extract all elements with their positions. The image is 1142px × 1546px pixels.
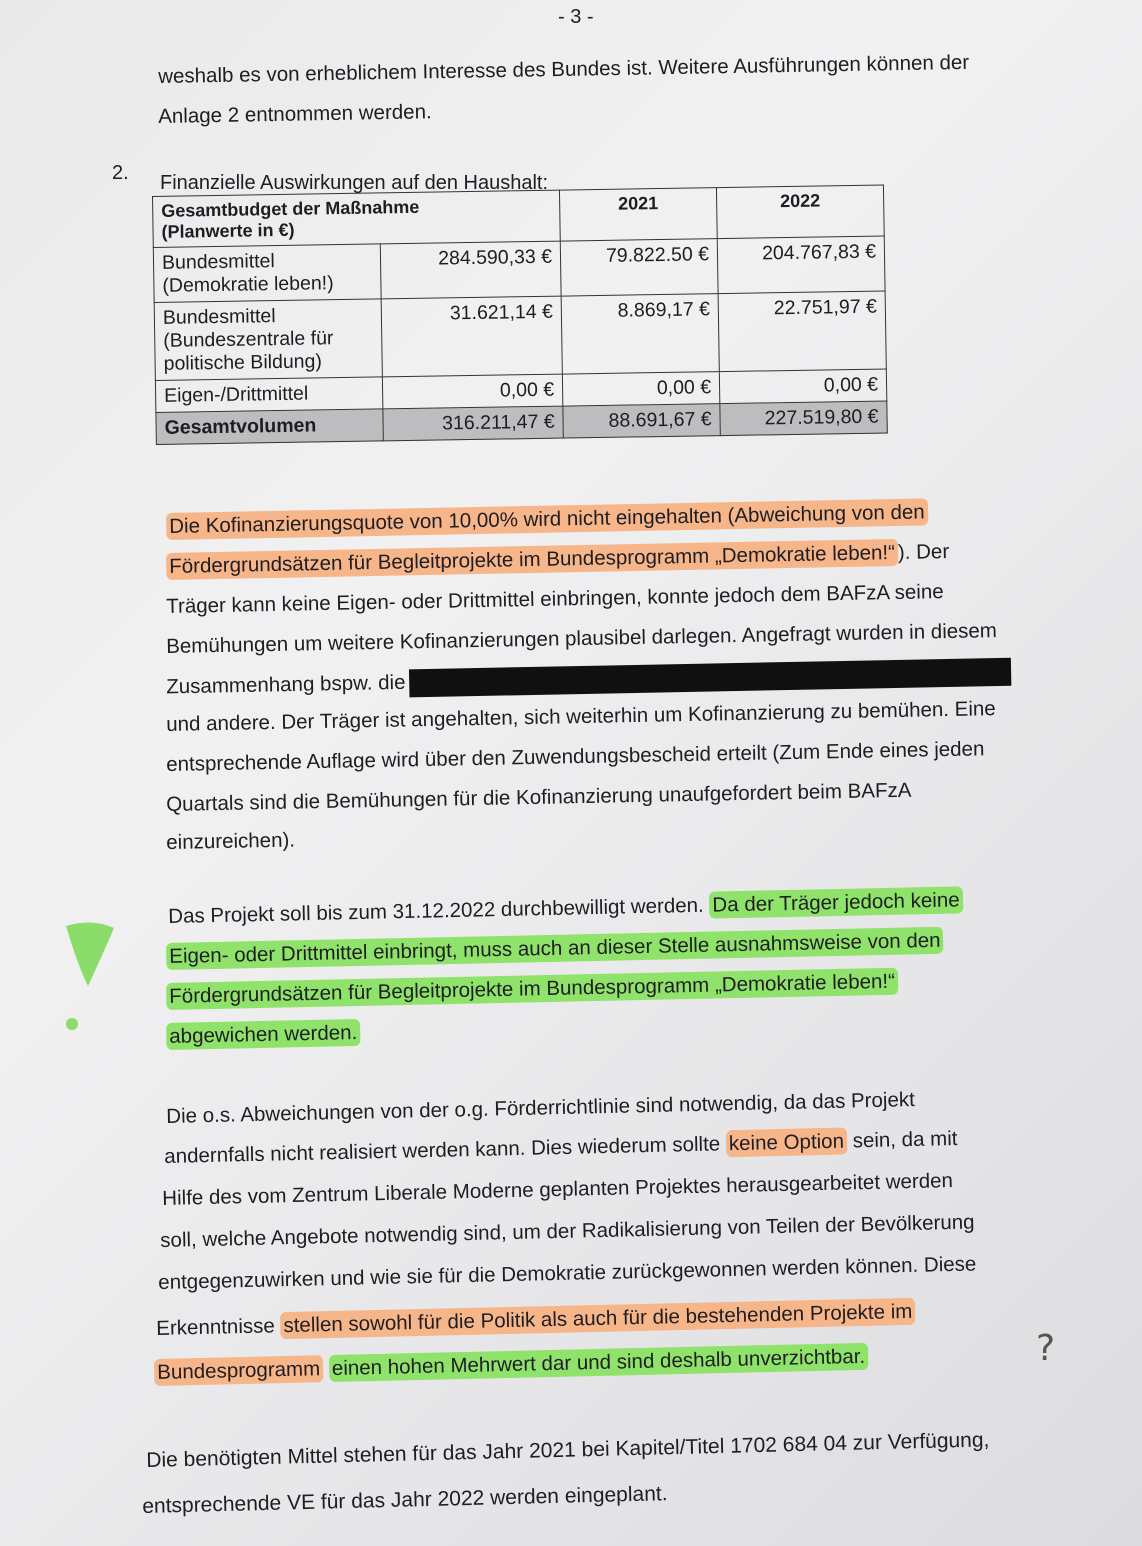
row-2022: 22.751,97 € — [718, 291, 886, 372]
row-label: Bundesmittel (Demokratie leben!) — [153, 244, 381, 303]
para2-line-1-text: Das Projekt soll bis zum 31.12.2022 durchbewilligt werden. — [168, 893, 704, 928]
para3-line-5: entgegenzuwirken und wie sie für die Demokratie zurückgewonnen werden können. Diese — [158, 1252, 977, 1294]
para2-line-3 — [166, 969, 898, 1010]
row-label: Gesamtvolumen — [156, 409, 383, 445]
highlight-orange: stellen sowohl für die Politik als auch für die bestehenden Projekte im — [280, 1298, 915, 1339]
para1-line-6: und andere. Der Träger ist angehalten, sich weiterhin um Kofinanzierung zu bemühen. Eine — [166, 697, 996, 736]
para1-line-9: einzureichen). — [166, 828, 296, 854]
para3-line-1: Die o.s. Abweichungen von der o.g. Förderrichtlinie sind notwendig, da das Projekt — [166, 1088, 916, 1128]
highlight-orange: Bundesprogramm — [154, 1355, 324, 1386]
para1-line-2-rest: ). Der — [897, 539, 950, 564]
green-margin-mark — [58, 916, 128, 1036]
row-label: Eigen-/Drittmittel — [155, 377, 382, 413]
header-year-2021: 2021 — [559, 188, 717, 241]
para3-line-6-text: Erkenntnisse — [156, 1314, 276, 1340]
table-row — [154, 291, 886, 380]
para2-line-1 — [168, 887, 963, 930]
para3-line-6 — [156, 1299, 916, 1342]
para3-line-2 — [164, 1126, 958, 1170]
budget-table — [152, 185, 888, 445]
row-2022: 0,00 € — [719, 369, 886, 404]
row-total: 284.590,33 € — [380, 241, 561, 299]
para3-line-7 — [154, 1344, 868, 1386]
highlight-green: Fördergrundsätzen für Begleitprojekte im Bundesprogramm „Demokratie leben!“ — [166, 968, 898, 1010]
highlight-green: Eigen- oder Drittmittel einbringt, muss auch an dieser Stelle ausnahmsweise von den — [166, 927, 944, 970]
para3-line-2-rest: sein, da mit — [852, 1126, 958, 1153]
para1-line-5 — [166, 658, 1012, 702]
highlight-green: Da der Träger jedoch keine — [709, 886, 963, 918]
intro-line-1: weshalb es von erheblichem Interesse des Bundes ist. Weitere Ausführungen können der — [158, 50, 970, 88]
row-label: Bundesmittel (Bundeszentrale für politische Bildung) — [154, 299, 382, 381]
para3-line-4: soll, welche Angebote notwendig sind, um der Radikalisierung von Teilen der Bevölkerung — [160, 1210, 975, 1252]
page-number: - 3 - — [558, 6, 594, 28]
para3-line-3: Hilfe des vom Zentrum Liberale Moderne geplanten Projektes herausgearbeitet werden — [162, 1169, 954, 1210]
header-label — [153, 190, 561, 247]
section-number: 2. — [112, 162, 129, 184]
highlight-orange: keine Option — [726, 1128, 848, 1158]
para4-line-2: entsprechende VE für das Jahr 2022 werden eingeplant. — [142, 1482, 668, 1518]
header-subtitle: (Planwerte in €) — [161, 219, 295, 242]
row-total: 0,00 € — [382, 374, 562, 409]
para4-line-1: Die benötigten Mittel stehen für das Jahr 2021 bei Kapitel/Titel 1702 684 04 zur Verfügung, — [146, 1428, 990, 1472]
header-year-2022: 2022 — [716, 185, 884, 239]
para1-line-1 — [166, 499, 928, 540]
para1-line-5-text: Zusammenhang bspw. die — [166, 670, 406, 699]
highlight-green: abgewichen werden. — [166, 1019, 361, 1050]
row-2021: 8.869,17 € — [561, 294, 719, 374]
para2-line-2 — [166, 928, 944, 970]
highlight-orange: Die Kofinanzierungsquote von 10,00% wird nicht eingehalten (Abweichung von den — [166, 498, 928, 540]
intro-line-2: Anlage 2 entnommen werden. — [158, 100, 432, 128]
redaction-bar — [409, 658, 1011, 698]
row-2021: 0,00 € — [562, 372, 719, 406]
row-2022: 204.767,83 € — [717, 236, 885, 294]
highlight-orange: Fördergrundsätzen für Begleitprojekte im Bundesprogramm „Demokratie leben!“ — [166, 539, 898, 580]
para1-line-4: Bemühungen um weitere Kofinanzierungen plausibel darlegen. Angefragt wurden in diesem — [166, 619, 998, 658]
para1-line-2 — [166, 539, 949, 580]
row-2022: 227.519,80 € — [720, 401, 887, 436]
header-title: Gesamtbudget der Maßnahme — [161, 196, 420, 221]
para1-line-8: Quartals sind die Bemühungen für die Kofinanzierung unaufgefordert beim BAFzA — [166, 778, 912, 816]
row-total: 31.621,14 € — [381, 296, 562, 377]
row-2021: 88.691,67 € — [563, 404, 720, 438]
para2-line-4 — [166, 1020, 361, 1050]
para1-line-3: Träger kann keine Eigen- oder Drittmittel einbringen, konnte jedoch dem BAFzA seine — [166, 580, 944, 618]
para3-line-2-text: andernfalls nicht realisiert werden kann. Dies wiederum sollte — [164, 1132, 721, 1168]
row-2021: 79.822.50 € — [560, 239, 718, 296]
section-title: Finanzielle Auswirkungen auf den Haushalt: — [160, 172, 549, 194]
highlight-green: einen hohen Mehrwert dar und sind deshalb unverzichtbar. — [329, 1343, 869, 1382]
row-total: 316.211,47 € — [383, 406, 563, 441]
handwritten-question-mark: ? — [1036, 1328, 1056, 1369]
para1-line-7: entsprechende Auflage wird über den Zuwendungsbescheid erteilt (Zum Ende eines jeden — [166, 737, 985, 776]
